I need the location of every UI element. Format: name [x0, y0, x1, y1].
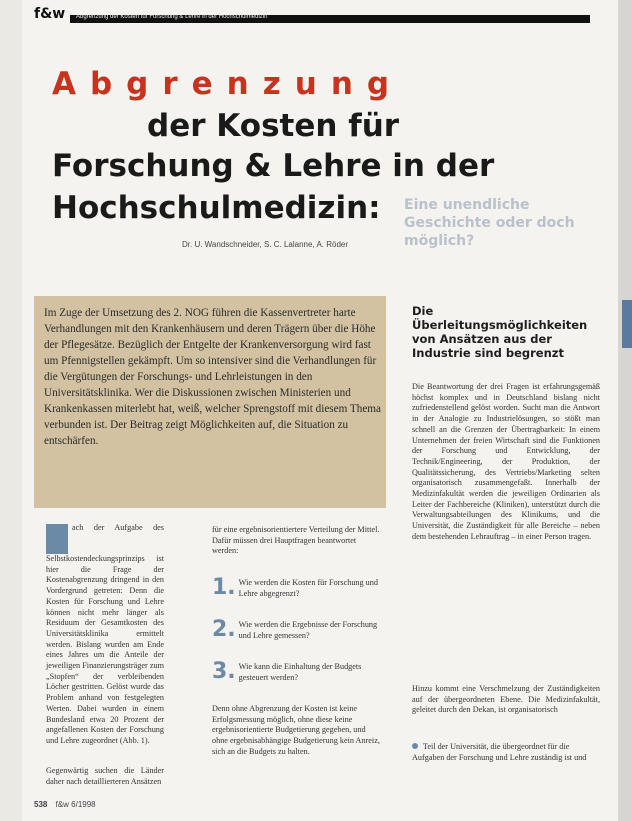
body-column-2-tail: Denn ohne Abgrenzung der Kosten ist keine Erfolgsmessung möglich, ohne diese keine ergebnisorientierte Budgetierung gegeben, und ohne ergebnisabhängige Budgetierung kein Anreiz, sich an die Budgets zu halten.: [212, 704, 380, 756]
lead-paragraph: Im Zuge der Umsetzung des 2. NOG führen die Kassenvertreter harte Verhandlungen mit den Krankenhäusern und deren Trägern über die Höhe der Pflegesätze. Bezüglich der Entgelte der Krankenversorgung wird fast um Pfennigstellen gekämpft. Um so intensiver sind die Verhandlungen für die Vergütungen der Forschungs- und Lehrleistungen in den Universitätsklinika. Wer die Diskussionen zwischen Ministerien und Krankenkassen miterlebt hat, weiß, welcher Sprengstoff mit diesem Thema verbunden ist. Der Beitrag zeigt Möglichkeiten auf, die Situation zu entschärfen.: [44, 307, 381, 447]
body-column-2-intro: für eine ergebnisorientiertere Verteilung der Mittel. Dafür müssen drei Hauptfragen beantwortet werden:: [212, 525, 380, 556]
question-text: Wie werden die Kosten für Forschung und Lehre abgegrenzt?: [238, 578, 378, 598]
issue-info: f&w 6/1998: [55, 800, 96, 809]
question-number: 1.: [212, 575, 236, 600]
bullet-icon: [412, 743, 418, 749]
question-3: [212, 659, 382, 684]
authors: Dr. U. Wandschneider, S. C. Lalanne, A. Röder: [182, 240, 349, 249]
title-line-1: Abgrenzung: [52, 66, 404, 102]
journal-logo: f&w: [34, 6, 66, 22]
body-column-1-text: ach der Aufgabe des Selbstkostendeckungsprinzips ist hier die Frage der Kostenabgrenzung dringend in den Vordergrund getreten: Denn die Kosten für Forschung und Lehre können nicht mehr länger als Residuum der Gesamtkosten des Universitätsklinika ermittelt werden. Bislang wurden am Ende eines Jahres um die Anteile der jeweiligen Finanzierungsträger zum „Stopfen“ der verbleibenden Löcher gestritten. Gelöst wurde das Problem anhand von festgelegten Werten. Dabei wurden in einem Bundesland etwa 20 Prozent der angefallenen Kosten der Forschung und Lehre zugeordnet (Abb. 1).: [46, 523, 164, 745]
question-text: Wie kann die Einhaltung der Budgets gesteuert werden?: [238, 662, 362, 682]
subtitle: Eine unendliche Geschichte oder doch möglich?: [404, 197, 575, 249]
question-number: 2.: [212, 617, 236, 642]
magazine-page: [22, 0, 618, 821]
side-bullet: [412, 742, 600, 763]
body-column-1: [46, 523, 164, 747]
page-footer: [34, 800, 96, 809]
running-title: Abgrenzung der Kosten für Forschung & Lehre in der Hochschulmedizin: [76, 14, 268, 20]
question-1: [212, 575, 382, 600]
title-line-3: Forschung & Lehre in der: [52, 148, 495, 184]
question-text: Wie werden die Ergebnisse der Forschung und Lehre gemessen?: [238, 620, 378, 640]
question-number: 3.: [212, 659, 236, 684]
running-header: [34, 6, 604, 28]
side-body-2: Hinzu kommt eine Verschmelzung der Zuständigkeiten auf der übergeordneten Ebene. Die Medizinfakultät, geleitet durch den Dekan, ist organisatorisch: [412, 684, 600, 715]
side-heading: Die Überleitungsmöglichkeiten von Ansätzen aus der Industrie sind begrenzt: [412, 304, 588, 360]
title-line-2: der Kosten für: [147, 108, 400, 144]
page-number: 538: [34, 800, 48, 809]
title-line-4: Hochschulmedizin:: [52, 190, 381, 226]
side-body-1: Die Beantwortung der drei Fragen ist erfahrungsgemäß höchst komplex und in Deutschland bislang nicht zufriedenstellend gelöst worden. Sucht man die Antwort in der Analogie zu Industrielösungen, so stößt man schnell an die Grenzen der Übertragbarkeit: In einem Unternehmen der freien Wirtschaft sind die Funktionen der Forschung und Entwicklung, der Technik/Engineering, der Produktion, der Qualitätssicherung, des Vertriebs/Marketing selten organisatorisch zusammengefaßt. Innerhalb der Medizinfakultät werden die jeweiligen Ordinarien als Leiter der Fachbereiche (Kliniken), unterstützt durch die Verwaltungsabteilungen des Klinikums, und die Universität, die Zuständigkeit für alle Bereiche – neben dem bestehenden Lehrauftrag – in einer Person tragen.: [412, 382, 600, 541]
edge-tab: [622, 300, 632, 348]
side-bullet-text: Teil der Universität, die übergeordnet für die Aufgaben der Forschung und Lehre zuständig ist und: [412, 742, 587, 762]
question-2: [212, 617, 382, 642]
drop-cap: [46, 524, 68, 554]
body-column-1-tail: Gegenwärtig suchen die Länder daher nach detaillierteren Ansätzen: [46, 766, 164, 786]
page-edge: [618, 0, 632, 821]
